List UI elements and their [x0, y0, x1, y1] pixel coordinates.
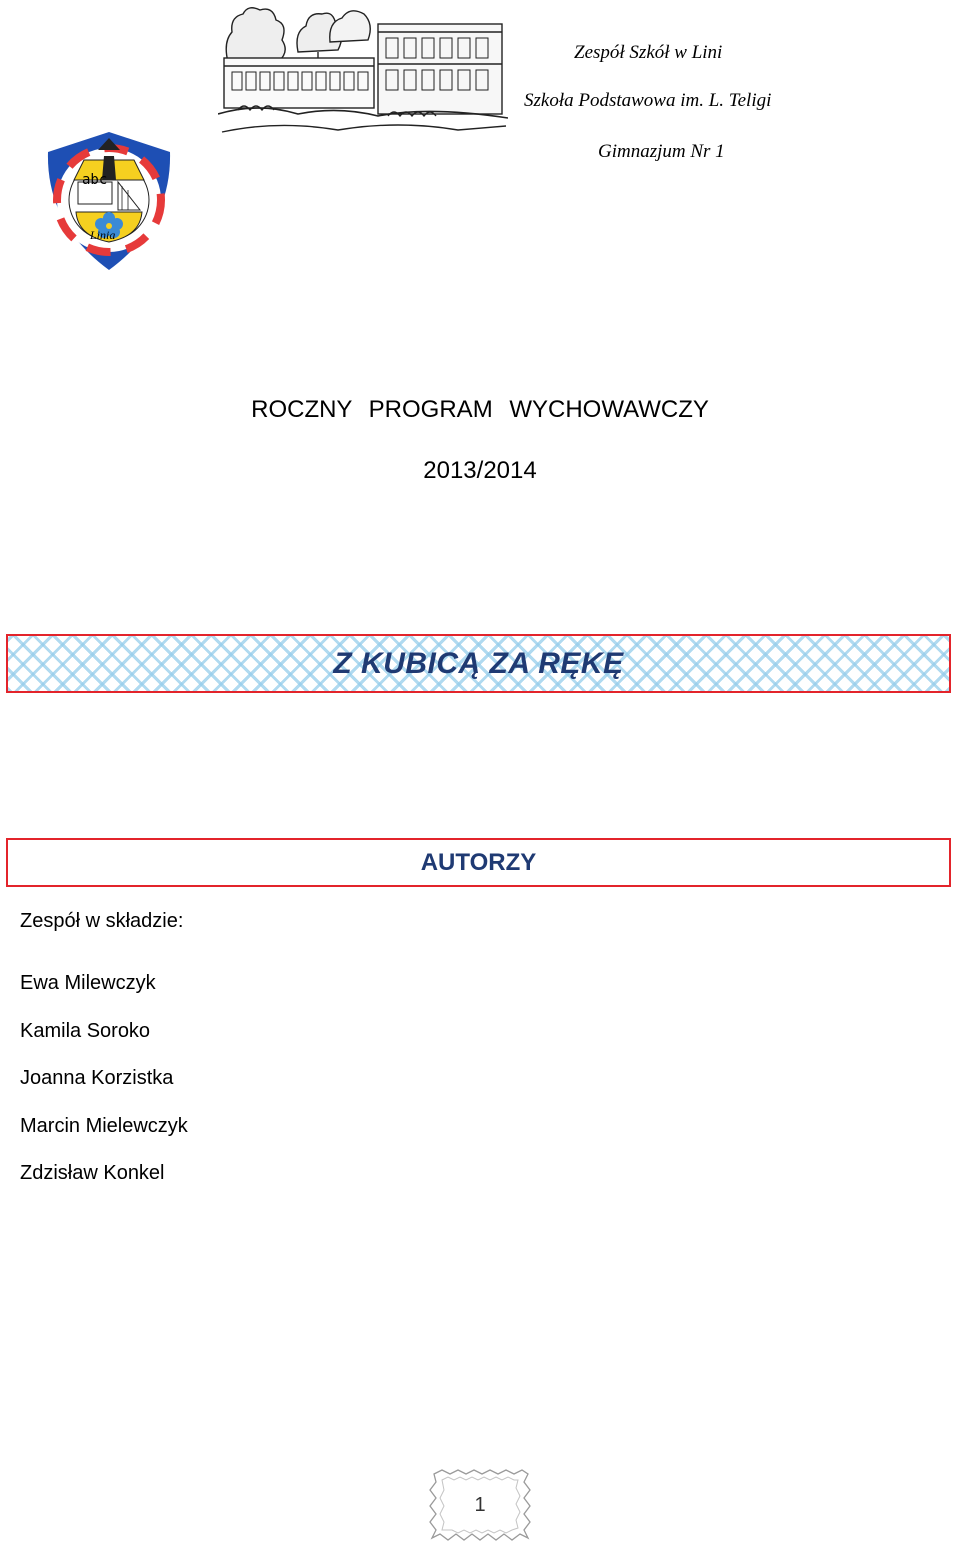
school-name-line-3: Gimnazjum Nr 1: [598, 141, 725, 162]
school-crest-icon: [36, 124, 182, 278]
crest-label-bottom: Linia: [90, 228, 116, 242]
author-item: Zdzisław Konkel: [20, 1162, 165, 1184]
author-item: Marcin Mielewczyk: [20, 1114, 188, 1137]
author-list: [20, 970, 188, 1208]
program-title: ROCZNY PROGRAM WYCHOWAWCZY: [251, 396, 709, 423]
author-item: Joanna Korzistka: [20, 1067, 174, 1089]
team-label: Zespół w składzie:: [20, 910, 184, 932]
school-building-illustration: [218, 2, 508, 136]
page-number: 1: [474, 1493, 486, 1516]
motto-text: Z KUBICĄ ZA RĘKĘ: [333, 646, 624, 680]
school-name-line-1: Zespół Szkół w Lini: [574, 42, 723, 63]
author-item: Ewa Milewczyk: [20, 972, 156, 994]
program-year: 2013/2014: [423, 457, 537, 484]
crest-label-top: abc: [82, 172, 108, 188]
school-name-line-2: Szkoła Podstawowa im. L. Teligi: [524, 90, 772, 111]
page-number-badge: [428, 1468, 532, 1542]
authors-banner: [6, 838, 951, 887]
authors-heading: AUTORZY: [420, 848, 537, 876]
author-item: Kamila Soroko: [20, 1019, 151, 1042]
motto-banner: [6, 634, 951, 693]
